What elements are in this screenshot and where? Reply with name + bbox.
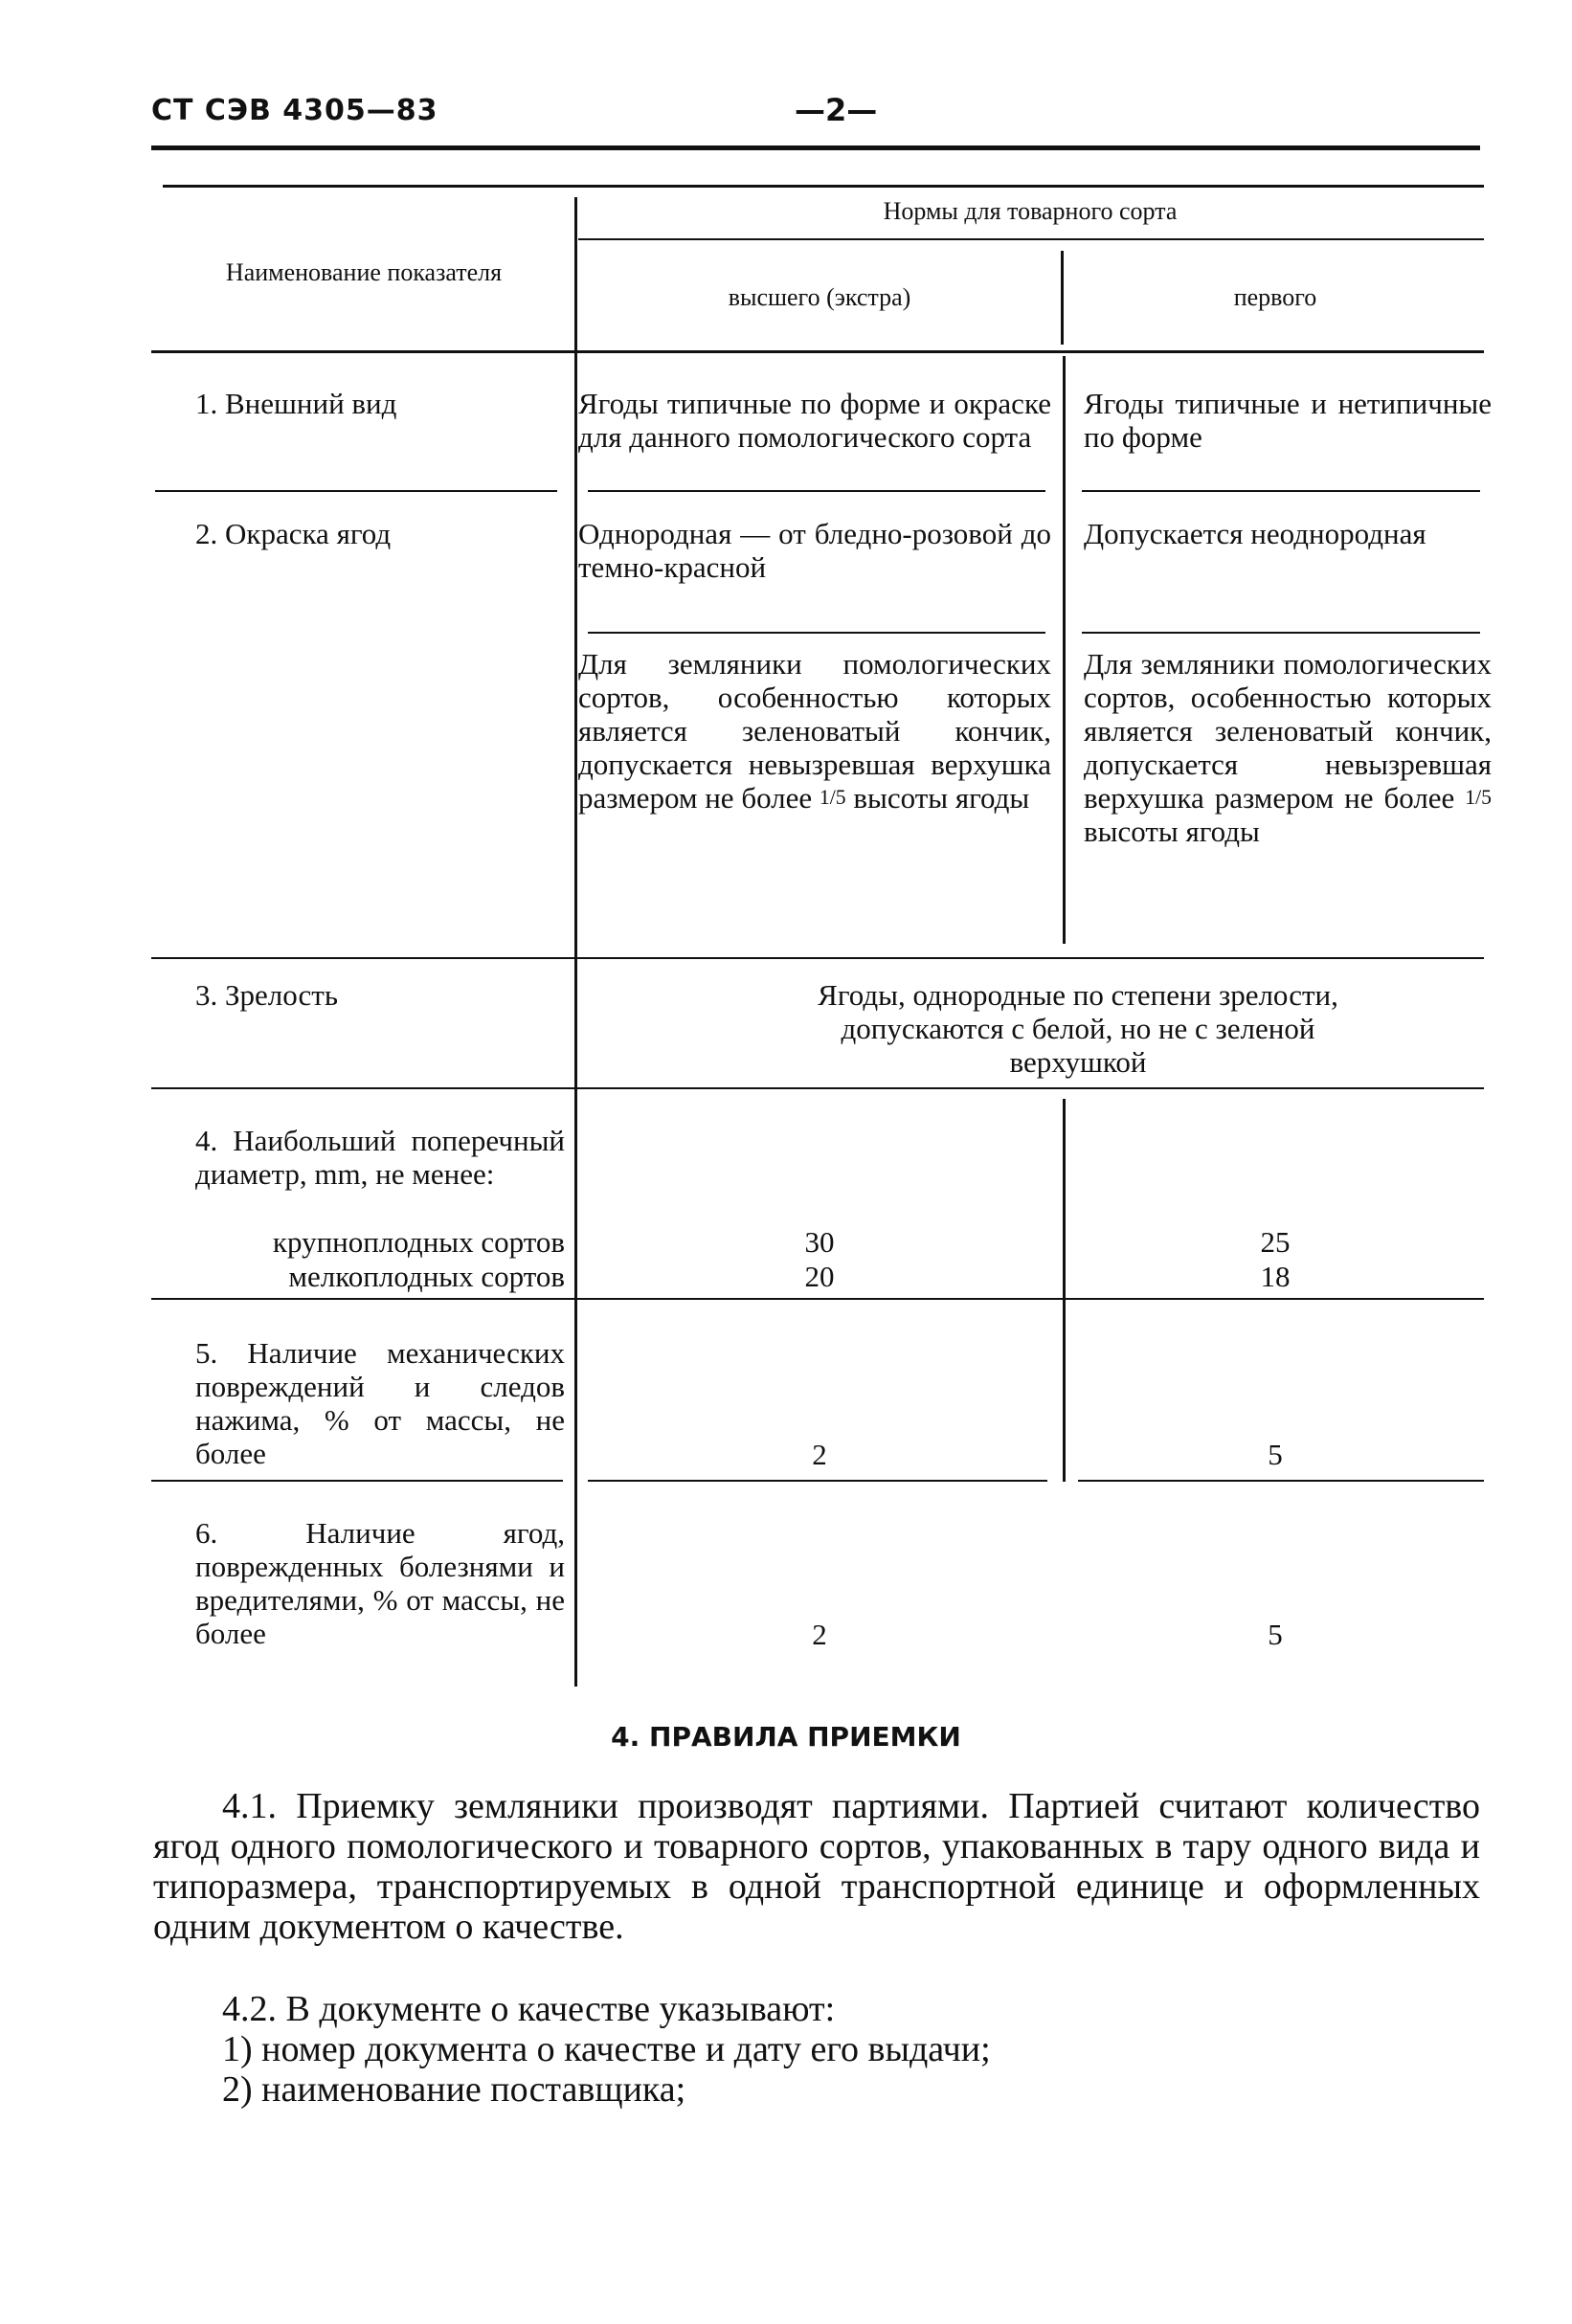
row-3-bottom-rule bbox=[151, 1087, 1484, 1089]
row-6-extra: 2 bbox=[812, 1618, 827, 1651]
row-2-rule-extra bbox=[588, 632, 1045, 634]
row-1-name: 1. Внешний вид bbox=[195, 387, 397, 420]
paragraph-4-2: 4.2. В документе о качестве указывают: bbox=[222, 1989, 836, 2029]
fraction-one-fifth: 1/5 bbox=[1465, 786, 1492, 809]
row-2-extra: Однородная — от бледно-розовой до темно-красной bbox=[578, 517, 1051, 584]
row-4-first-large: 25 bbox=[1260, 1225, 1291, 1259]
row-2-bottom-rule bbox=[151, 957, 1484, 959]
row-6-name: 6. Наличие ягод, поврежденных болезнями и вредителями, % от массы, не более bbox=[195, 1516, 565, 1650]
row-4-extra-large: 30 bbox=[804, 1225, 835, 1259]
row-5-name: 5. Наличие механических повреждений и следов нажима, % от массы, не более bbox=[195, 1336, 565, 1470]
row-3-merged: Ягоды, однородные по степени зрелости, допускаются с белой, но не с зеленой верхушкой bbox=[818, 978, 1338, 1079]
row-5-rule-name bbox=[151, 1480, 563, 1482]
table-col-divider-2-low bbox=[1063, 1099, 1066, 1482]
row-4-bottom-rule bbox=[151, 1298, 1484, 1300]
paragraph-4-1: 4.1. Приемку земляники производят партиями. Партией считают количество ягод одного помологического и товарного сортов, упакованных в тару одного вида и типоразмера, транспортируемых в одной транспортной единице и оформленных одним документом о качестве. bbox=[153, 1786, 1480, 1947]
page-number: —2— bbox=[795, 92, 878, 128]
table-header-divider bbox=[578, 238, 1484, 240]
fraction-one-fifth: 1/5 bbox=[819, 786, 846, 809]
table-col-divider-1 bbox=[574, 197, 577, 1687]
row-4-first-small: 18 bbox=[1260, 1260, 1291, 1293]
table-col-divider-2-head bbox=[1061, 251, 1064, 345]
header-rule bbox=[151, 145, 1480, 150]
row-2-name: 2. Окраска ягод bbox=[195, 517, 392, 550]
row-5-rule-extra bbox=[588, 1480, 1047, 1482]
col-header-first: первого bbox=[1233, 283, 1317, 311]
list-item-1: 1) номер документа о качестве и дату его выдачи; bbox=[222, 2029, 991, 2069]
row-5-rule-first bbox=[1078, 1480, 1484, 1482]
col-header-norms: Нормы для товарного сорта bbox=[883, 197, 1178, 225]
row-5-first: 5 bbox=[1268, 1438, 1283, 1471]
row-1-rule-extra bbox=[588, 490, 1045, 492]
row-1-first: Ягоды типичные и нетипичные по форме bbox=[1084, 387, 1492, 454]
row-6-first: 5 bbox=[1268, 1618, 1283, 1651]
col-header-indicator: Наименование показателя bbox=[225, 258, 503, 286]
row-2-first-note: Для земляники помологических сортов, особенностью которых является зеленоватый кончик, допускается невызревшая верхушка размером не более $^{1/5}$ высоты ягоды bbox=[1084, 647, 1492, 848]
col-header-extra: высшего (экстра) bbox=[728, 283, 911, 311]
row-4-sub-small: мелкоплодных сортов bbox=[288, 1260, 565, 1293]
row-1-extra: Ягоды типичные по форме и окраске для данного помологического сорта bbox=[578, 387, 1051, 454]
table-header-bottom-rule bbox=[151, 350, 1484, 353]
row-4-name: 4. Наибольший поперечный диаметр, mm, не менее: bbox=[195, 1124, 565, 1191]
row-1-rule-first bbox=[1082, 490, 1480, 492]
row-2-first: Допускается неоднородная bbox=[1084, 517, 1426, 550]
document-code: СТ СЭВ 4305—83 bbox=[151, 94, 438, 127]
section-title: 4. ПРАВИЛА ПРИЕМКИ bbox=[611, 1721, 961, 1753]
row-4-extra-small: 20 bbox=[804, 1260, 835, 1293]
row-4-sub-large: крупноплодных сортов bbox=[272, 1225, 565, 1259]
list-item-2: 2) наименование поставщика; bbox=[222, 2069, 686, 2110]
row-1-rule-name bbox=[155, 490, 557, 492]
row-5-extra: 2 bbox=[812, 1438, 827, 1471]
row-3-name: 3. Зрелость bbox=[195, 978, 338, 1012]
table-col-divider-2 bbox=[1063, 356, 1066, 944]
table-top-rule bbox=[163, 185, 1484, 188]
row-2-rule-first bbox=[1082, 632, 1480, 634]
row-2-extra-note: Для земляники помологических сортов, особенностью которых является зеленоватый кончик, допускается невызревшая верхушка размером не более $^{1/5}$ высоты ягоды bbox=[578, 647, 1051, 815]
